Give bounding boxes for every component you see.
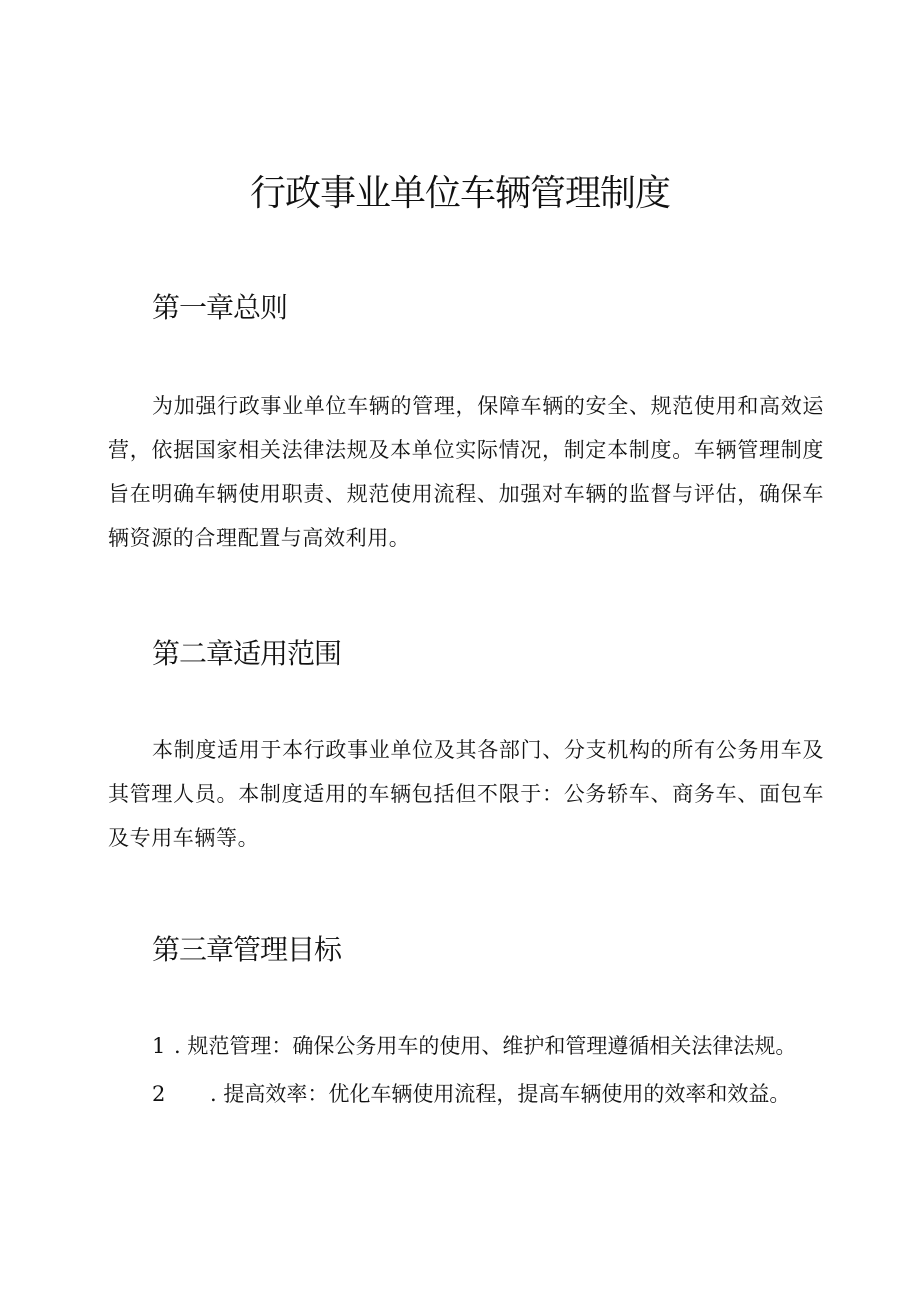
list-item — [152, 1024, 832, 1068]
chapter-2-heading: 第二章适用范围 — [152, 637, 342, 670]
chapter-3-heading: 第三章管理目标 — [152, 933, 342, 966]
list-item-text: . 提高效率：优化车辆使用流程，提高车辆使用的效率和效益。 — [210, 1082, 791, 1106]
list-item — [152, 1072, 832, 1116]
document-title: 行政事业单位车辆管理制度 — [249, 173, 670, 214]
list-item-number: 2 — [152, 1082, 166, 1106]
chapter-1-heading: 第一章总则 — [152, 291, 288, 324]
list-item-text: . 规范管理：确保公务用车的使用、维护和管理遵循相关法律法规。 — [174, 1034, 797, 1058]
chapter-2-paragraph: 本制度适用于本行政事业单位及其各部门、分支机构的所有公务用车及其管理人员。本制度适用的车辆包括但不限于：公务轿车、商务车、面包车及专用车辆等。 — [108, 738, 824, 850]
list-item-number: 1 — [152, 1034, 166, 1058]
chapter-1-paragraph: 为加强行政事业单位车辆的管理，保障车辆的安全、规范使用和高效运营，依据国家相关法律法规及本单位实际情况，制定本制度。车辆管理制度旨在明确车辆使用职责、规范使用流程、加强对车辆的监督与评估，确保车辆资源的合理配置与高效利用。 — [108, 394, 824, 550]
